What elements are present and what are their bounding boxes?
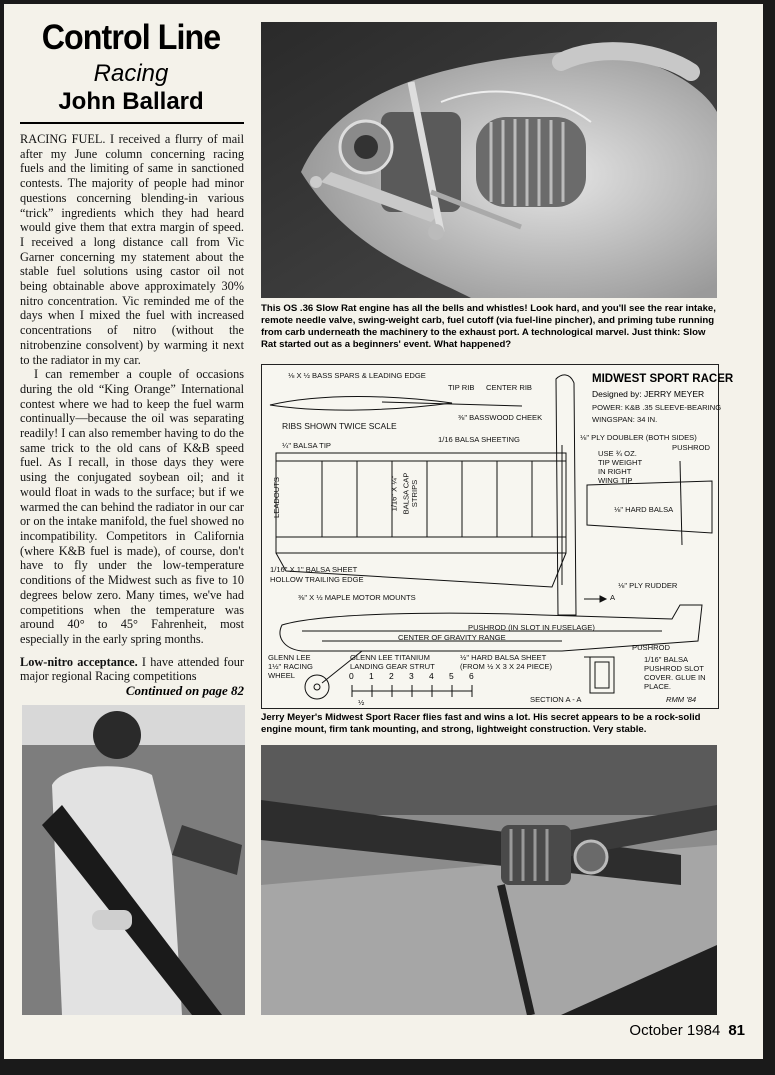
label-signature: RMM '84	[666, 695, 697, 704]
label-slot-4: PLACE.	[644, 682, 672, 691]
engine-photo-image	[261, 22, 717, 298]
label-arrow-a: A	[610, 593, 616, 602]
column-subtitle: Racing	[93, 60, 169, 87]
label-ribs-twice: RIBS SHOWN TWICE SCALE	[282, 421, 397, 431]
issue-date: October 1984	[629, 1022, 721, 1039]
page-number: 81	[728, 1022, 745, 1039]
scale-half: ½	[358, 698, 365, 707]
engine-photo-caption: This OS .36 Slow Rat engine has all the bells and whistles! Look hard, and you'll see the rear intake, remote needle valve, swing-weight carb, fuel cutoff (via fuel-line pincher), and priming tube running from carb underneath the machinery to the exhaust port. A technological marvel. Just think: Slow Rat started out as a beginners' event. What happened?	[261, 303, 716, 350]
label-cap-strips-3: STRIPS	[410, 479, 420, 508]
label-glenn-wheel-3: WHEEL	[268, 671, 296, 680]
label-motor-mounts: ⅜" X ½ MAPLE MOTOR MOUNTS	[298, 593, 416, 602]
continued-line: Continued on page 82	[125, 683, 244, 698]
scale-tick-5: 5	[449, 671, 454, 681]
label-tip-weight-2: TIP WEIGHT	[598, 458, 643, 467]
label-tip-weight-3: IN RIGHT	[598, 467, 632, 476]
author-name: John Ballard	[58, 88, 204, 115]
label-glenn-wheel-2: 1½" RACING	[268, 662, 313, 671]
label-trailing-2: HOLLOW TRAILING EDGE	[270, 575, 364, 584]
section-heading: Low-nitro acceptance.	[20, 654, 138, 669]
label-gear-1: GLENN LEE TITANIUM	[350, 653, 430, 662]
label-ply-rudder: ⅛" PLY RUDDER	[618, 581, 678, 590]
scale-tick-2: 2	[389, 671, 394, 681]
label-hard-balsa: ⅛" HARD BALSA	[614, 505, 674, 514]
scale-tick-0: 0	[349, 671, 354, 681]
section-paragraph	[20, 655, 244, 684]
model-closeup-image	[261, 745, 717, 1015]
label-cheek: ⅜" BASSWOOD CHEEK	[458, 413, 543, 422]
plan-power: POWER: K&B .35 SLEEVE-BEARING	[592, 403, 722, 412]
label-pushrod: PUSHROD	[672, 443, 710, 452]
model-closeup-photo	[261, 745, 717, 1015]
article-body	[20, 132, 244, 684]
column-title: Control Line	[41, 18, 221, 57]
pilot-photo	[22, 705, 245, 1015]
pilot-photo-image	[22, 705, 245, 1015]
label-tip-weight-4: WING TIP	[598, 476, 633, 485]
label-cg: CENTER OF GRAVITY RANGE	[398, 633, 506, 642]
scale-tick-1: 1	[369, 671, 374, 681]
label-fuse-2: (FROM ½ X 3 X 24 PIECE)	[460, 662, 552, 671]
label-tip-weight-1: USE ¾ OZ.	[598, 449, 637, 458]
label-tip-rib: TIP RIB	[448, 383, 475, 392]
scale-tick-4: 4	[429, 671, 434, 681]
section-text: I have attended four major regional Racing competitions	[20, 654, 244, 684]
plan-drawing	[261, 364, 734, 709]
label-fuse-1: ½" HARD BALSA SHEET	[460, 653, 547, 662]
label-pushrod-slot: PUSHROD (IN SLOT IN FUSELAGE)	[468, 623, 595, 632]
label-spars: ⅛ X ½ BASS SPARS & LEADING EDGE	[288, 371, 426, 380]
scale-tick-3: 3	[409, 671, 414, 681]
label-balsa-tip: ¼" BALSA TIP	[282, 441, 331, 450]
scale-tick-6: 6	[469, 671, 474, 681]
header-rule	[20, 122, 244, 124]
label-pushrod-2: PUSHROD	[632, 643, 670, 652]
label-cap-strips-2: BALSA CAP	[401, 472, 411, 515]
label-ply-doubler: ⅛" PLY DOUBLER (BOTH SIDES)	[580, 433, 697, 442]
page-footer	[629, 1022, 745, 1039]
label-slot-1: 1/16" BALSA	[644, 655, 689, 664]
plan-designer: Designed by: JERRY MEYER	[592, 389, 705, 399]
label-slot-3: COVER. GLUE IN	[644, 673, 706, 682]
plan-title: MIDWEST SPORT RACER	[592, 373, 734, 385]
engine-photo	[261, 22, 717, 298]
label-gear-2: LANDING GEAR STRUT	[350, 662, 435, 671]
label-leadouts: LEADOUTS	[271, 477, 281, 518]
label-cap-strips-1: 1/16" X ¼"	[389, 475, 399, 512]
label-section: SECTION A - A	[530, 695, 582, 704]
paragraph-1: RACING FUEL. I received a flurry of mail after my June column concerning racing fuels and the limiting of same in sanctioned contests. The majority of people had minor questions concerning blending-in various “trick” ingredients which they had heard would give them that extra margin of speed. I received a long distance call from Vic Garner concerning my statement about the stable fuel solutions using castor oil not being obtainable above approximately 30% nitro concentration. Vic reminded me of the days when I mixed the fuel with increased concentrations of nitro (without the nitrobenzine consolvent) by warming it next to the radiator in my car.	[20, 132, 244, 367]
label-glenn-wheel-1: GLENN LEE	[268, 653, 311, 662]
paragraph-2: I can remember a couple of occasions during the old “King Orange” International contest where we had to keep the fuel warm continually—because the oil was separating readily! I can also remember having to do the same trick to the old cans of K&B speed fuel. As I recall, in those days they were using the conjugated soybean oil; and it would float in wads to the surface; but if we warmed the can behind the radiator in our car or on the intake manifold, the fuel showed no incompatibility. Competitors in California (where K&B fuel is made), of course, don't have to fly under the low-temperature conditions of the Midwest such as five to 10 degrees below zero. Many times, we've had competitions when the temperature was around 40° to 45° Fahrenheit, most especially in the early spring months.	[20, 367, 244, 646]
plan-wingspan: WINGSPAN: 34 IN.	[592, 415, 658, 424]
label-sheeting: 1/16 BALSA SHEETING	[438, 435, 520, 444]
plan-caption: Jerry Meyer's Midwest Sport Racer flies fast and wins a lot. His secret appears to be a rock-solid engine mount, firm tank mounting, and strong, lightweight construction. Very stable.	[261, 712, 701, 735]
label-trailing-1: 1/16" X 1" BALSA SHEET	[270, 565, 358, 574]
label-center-rib: CENTER RIB	[486, 383, 532, 392]
label-slot-2: PUSHROD SLOT	[644, 664, 704, 673]
